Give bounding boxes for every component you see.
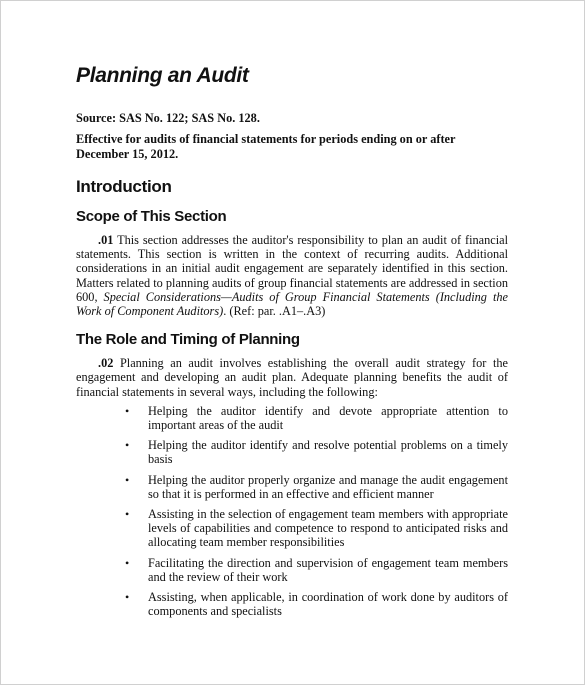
list-item xyxy=(76,507,508,550)
role-timing-heading: The Role and Timing of Planning xyxy=(76,331,300,349)
source-line: Source: SAS No. 122; SAS No. 128. xyxy=(76,111,260,125)
benefits-list xyxy=(76,404,508,619)
paragraph-text-end: . (Ref: par. .A1–.A3) xyxy=(223,304,326,319)
paragraph-text: This section addresses the auditor's responsibility to plan an audit of financial statements. This section is written in the context of recurring audits. Additional considerations in an initial audit engagement are separately identified in this section. Matters related to planning audits of group financial statements are addressed in section 600, xyxy=(76,233,508,304)
list-item-text: Helping the auditor properly organize and manage the audit engagement so that it is performed in an effective and efficient manner xyxy=(148,472,508,501)
list-item-text: Helping the auditor identify and devote appropriate attention to important areas of the audit xyxy=(148,403,508,433)
list-item xyxy=(76,404,508,432)
list-item-text: Assisting in the selection of engagement team members with appropriate levels of capabilities and competence to respond to anticipated risks and allocating team member responsibilities xyxy=(148,507,508,550)
list-item-text: Facilitating the direction and supervision of engagement team members and the review of their work xyxy=(148,555,508,584)
paragraph-text: Planning an audit involves establishing the overall audit strategy for the engagement and developing an audit plan. Adequate planning benefits the audit of financial statements in several ways, including the following: xyxy=(76,356,508,399)
paragraph-number: .02 xyxy=(98,356,114,371)
document-title: Planning an Audit xyxy=(76,64,249,87)
bullet-icon: • xyxy=(125,590,130,605)
bullet-icon: • xyxy=(125,555,130,570)
bullet-icon: • xyxy=(125,403,130,418)
paragraph-number: .01 xyxy=(98,233,114,247)
bullet-icon: • xyxy=(125,472,130,487)
section-reference: Special Considerations—Audits of Group Financial Statements (Including the Work of Component Auditors) xyxy=(76,289,508,319)
paragraph-01 xyxy=(76,233,508,318)
list-item xyxy=(76,473,508,501)
list-item-text: Helping the auditor identify and resolve potential problems on a timely basis xyxy=(148,438,508,467)
paragraph-02 xyxy=(76,356,508,399)
scope-heading: Scope of This Section xyxy=(76,208,227,225)
effective-date-line: Effective for audits of financial statements for periods ending on or after December 15, 2012. xyxy=(76,132,456,161)
list-item xyxy=(76,438,508,466)
bullet-icon: • xyxy=(125,438,130,453)
list-item xyxy=(76,556,508,584)
list-item xyxy=(76,590,508,618)
document-body xyxy=(76,59,508,624)
introduction-heading: Introduction xyxy=(76,177,172,196)
bullet-icon: • xyxy=(125,507,130,522)
list-item-text: Assisting, when applicable, in coordination of work done by auditors of components and specialists xyxy=(148,590,508,619)
